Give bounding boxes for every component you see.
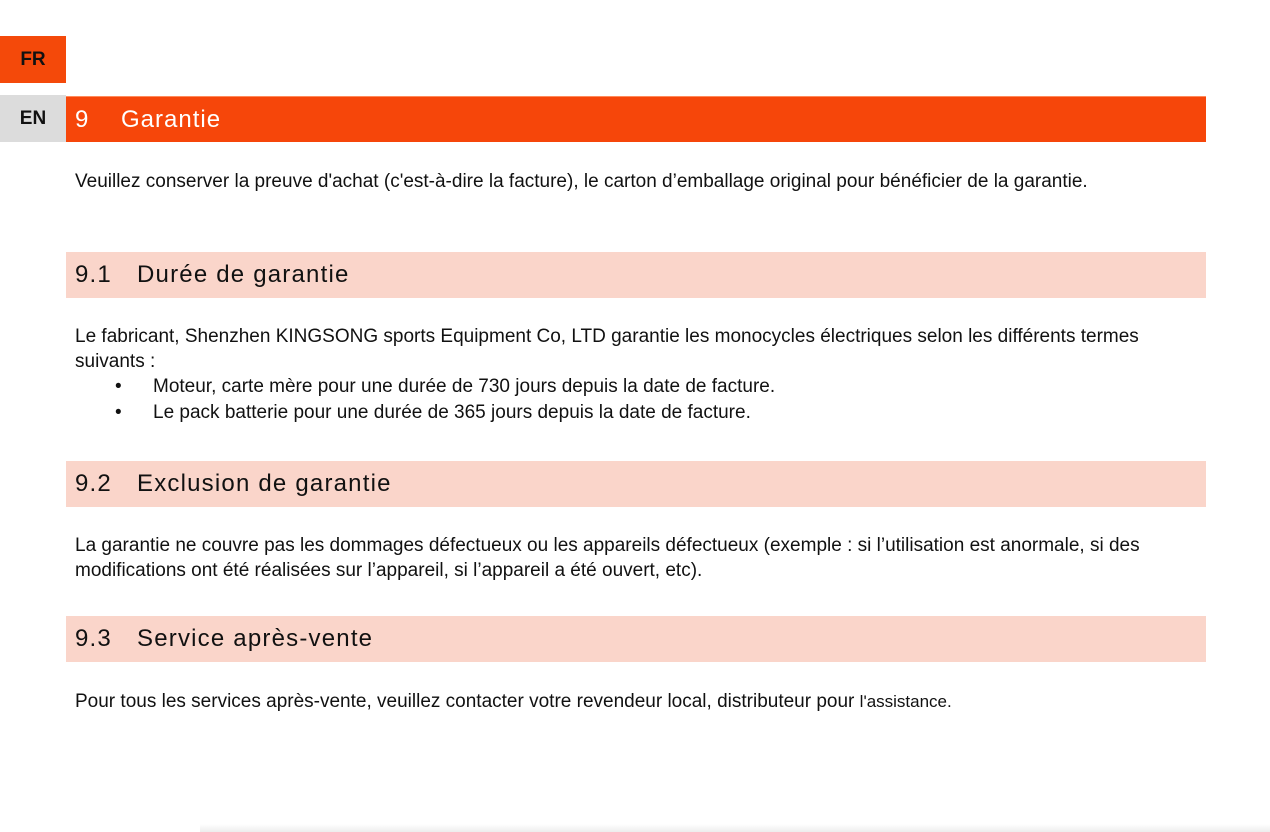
section-title: Durée de garantie (137, 261, 350, 288)
warranty-terms-list (75, 374, 775, 426)
section-9-3-text-main: Pour tous les services après-vente, veuillez contacter votre revendeur local, distributeur pour (75, 691, 855, 712)
section-heading-9-1 (66, 252, 1206, 298)
chapter-intro-text: Veuillez conserver la preuve d'achat (c'est-à-dire la facture), le carton d’emballage original pour bénéficier de la garantie. (75, 171, 1088, 192)
chapter-heading (66, 96, 1206, 142)
chapter-number: 9 (75, 105, 90, 133)
section-9-3-text-tail: l'assistance. (859, 692, 952, 711)
list-item (75, 374, 775, 400)
language-tab-fr-label: FR (20, 48, 46, 70)
bullet-icon: • (115, 376, 122, 397)
bullet-icon: • (115, 402, 122, 423)
section-number: 9.2 (75, 470, 112, 497)
list-item-text: Le pack batterie pour une durée de 365 jours depuis la date de facture. (153, 402, 751, 423)
language-tab-en-label: EN (19, 107, 47, 129)
list-item (75, 400, 775, 426)
chapter-title: Garantie (121, 105, 222, 133)
section-title: Service après-vente (137, 625, 374, 652)
section-heading-9-2 (66, 461, 1206, 507)
section-9-2-text: La garantie ne couvre pas les dommages défectueux ou les appareils défectueux (exemple : si l’utilisation est anormale, si des modifications ont été réalisées sur l’appareil, si l’appareil a été ouvert, etc). (75, 535, 1140, 581)
section-heading-9-3 (66, 616, 1206, 662)
list-item-text: Moteur, carte mère pour une durée de 730 jours depuis la date de facture. (153, 376, 776, 397)
section-9-3-text (75, 689, 1155, 714)
section-title: Exclusion de garantie (137, 470, 392, 497)
section-9-1-text: Le fabricant, Shenzhen KINGSONG sports Equipment Co, LTD garantie les monocycles électriques selon les différents termes suivants : (75, 326, 1139, 372)
language-tab-en[interactable] (0, 95, 66, 142)
page-edge-shadow (200, 824, 1270, 832)
section-number: 9.3 (75, 625, 112, 652)
language-tab-fr[interactable] (0, 36, 66, 83)
section-number: 9.1 (75, 261, 112, 288)
